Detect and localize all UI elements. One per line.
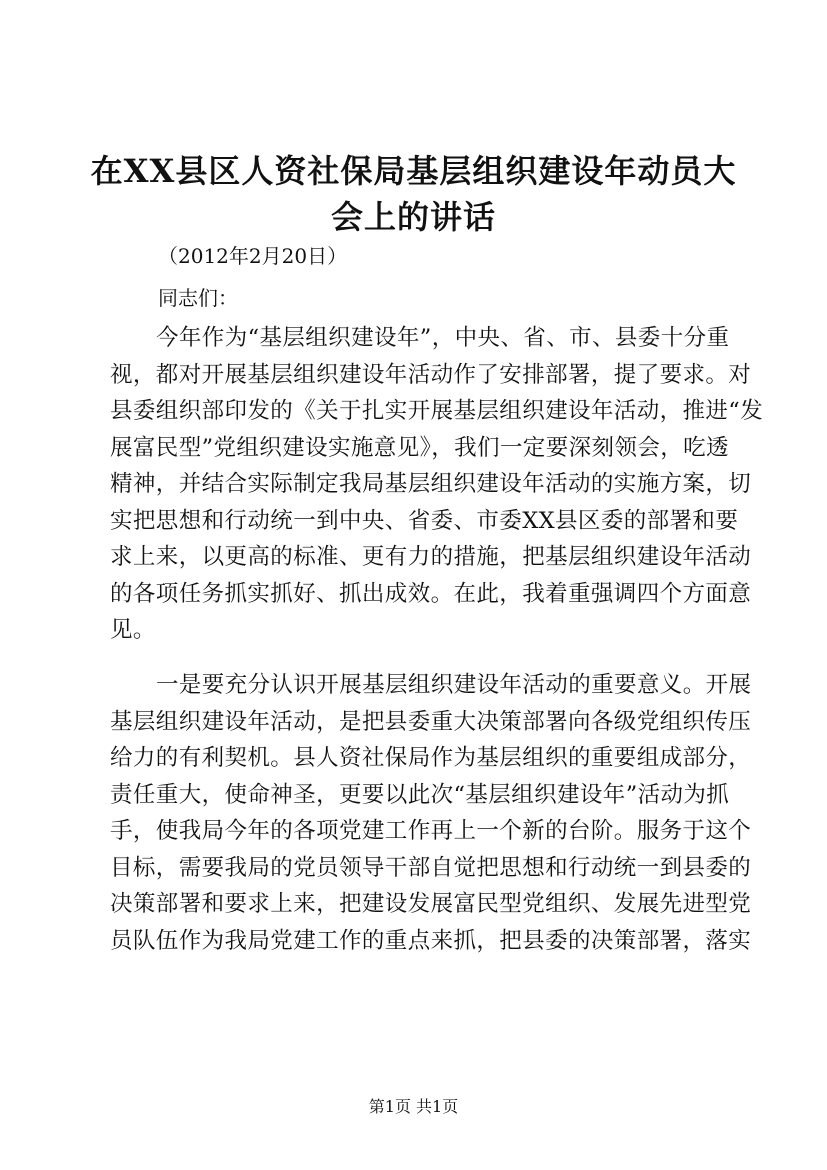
title-line-2: 会上的讲话 — [330, 198, 496, 236]
paragraph-line: 精神，并结合实际制定我局基层组织建设年活动的实施方案，切 — [110, 471, 752, 497]
paragraph-line: 一是要充分认识开展基层组织建设年活动的重要意义。开展 — [156, 672, 752, 698]
paragraph-line: 今年作为“基层组织建设年”，中央、省、市、县委十分重 — [156, 325, 730, 351]
paragraph-line: 视，都对开展基层组织建设年活动作了安排部署，提了要求。对 — [110, 361, 752, 388]
paragraph-line: 展富民型”党组织建设实施意见》，我们一定要深刻领会，吃透 — [110, 434, 729, 461]
paragraph-line: 实把思想和行动统一到中央、省委、市委XX县区委的部署和要 — [110, 507, 739, 534]
salutation: 同志们： — [158, 286, 238, 310]
paragraph-line: 县委组织部印发的《关于扎实开展基层组织建设年活动，推进“发 — [110, 398, 764, 424]
paragraph-line: 求上来，以更高的标准、更有力的措施，把基层组织建设年活动 — [110, 544, 752, 570]
paragraph-line: 基层组织建设年活动，是把县委重大决策部署向各级党组织传压 — [110, 708, 752, 735]
paragraph-line: 的各项任务抓实抓好、抓出成效。在此，我着重强调四个方面意 — [110, 580, 752, 607]
paragraph-line: 员队伍作为我局党建工作的重点来抓，把县委的决策部署，落实 — [110, 927, 752, 954]
paragraph-line: 见。 — [110, 617, 156, 643]
paragraph-line: 目标，需要我局的党员领导干部自觉把思想和行动统一到县委的 — [110, 854, 752, 881]
document-title — [60, 148, 767, 240]
paragraph-line: 给力的有利契机。县人资社保局作为基层组织的重要组成部分， — [110, 745, 752, 771]
paragraph-line: 责任重大，使命神圣，更要以此次“基层组织建设年”活动为抓 — [110, 781, 730, 808]
speech-date: （2012年2月20日） — [158, 244, 348, 268]
title-line-1: 在XX县区人资社保局基层组织建设年动员大 — [90, 152, 737, 190]
paragraph-line: 决策部署和要求上来，把建设发展富民型党组织、发展先进型党 — [110, 891, 752, 917]
paragraph-1 — [110, 320, 764, 649]
page-footer: 第1页 共1页 — [368, 1097, 459, 1116]
paragraph-2 — [110, 667, 752, 959]
paragraph-line: 手，使我局今年的各项党建工作再上一个新的台阶。服务于这个 — [110, 818, 752, 844]
